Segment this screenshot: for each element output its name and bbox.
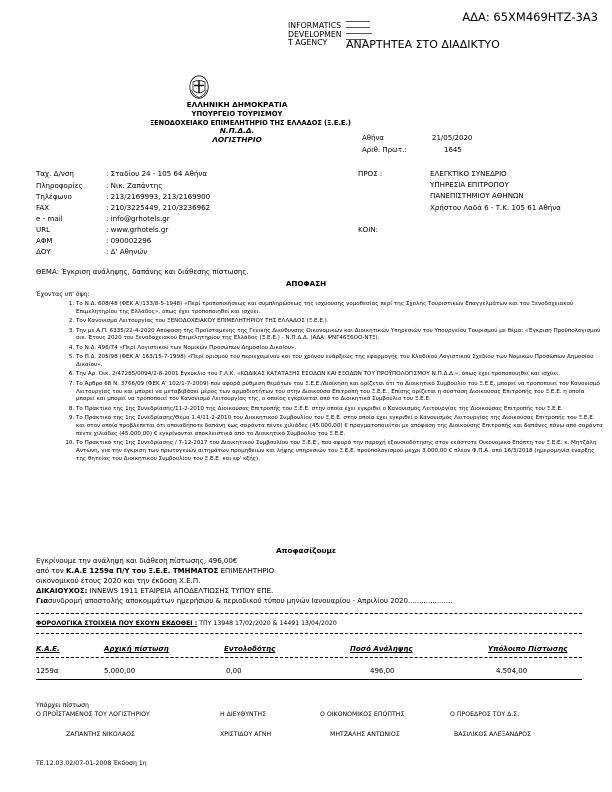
table-cell: 5.000,00 [104, 667, 136, 675]
recipient-line: ΕΛΕΓΚΤΙΚΟ ΣΥΝΕΔΡΙΟ [430, 169, 507, 178]
issuer-block [150, 100, 351, 145]
consideration-item: 5. Το Π.Δ. 205/98 (ΦΕΚ Α' 163/15-7-1998) «Περί ορισμού του περιεχομένου και του χρόνου ενάρξεως της εφαρμογής του Κλαδικού Λογιστικού Σχεδίου των Νομικών Προσώπων Δημοσίου Δικαίου». [76, 354, 604, 370]
contact-value: : Νικ. Ζαπάντης [106, 181, 163, 190]
consideration-item: 2. Τον Κανονισμό Λειτουργίας του ΞΕΝΟΔΟΧΕΙΑΚΟΥ ΕΠΙΜΕΛΗΤΗΡΙΟΥ ΤΗΣ ΕΛΛΑΔΟΣ (Ξ.Ε.Ε.). [76, 318, 604, 326]
recipient-line: ΠΑΝΕΠΙΣΤΗΜΙΟΥ ΑΘΗΝΩΝ [430, 191, 524, 200]
consideration-item: 6. Την Αρ. Οικ. 2/47285/0094/2-8-2001 Εγκύκλιο του Γ.Λ.Κ. «ΚΩΔΙΚΑΣ ΚΑΤΑΤΑΞΗΣ ΕΣΟΔΩΝ ΚΑΙ ΕΞΟΔΩΝ ΤΟΥ ΠΡΟΫΠΟΛΟΓΙΣΜΟΥ Ν.Π.Δ.Δ.», όπως έχει τροποποιηθεί και ισχύει. [76, 371, 604, 379]
subject-line: ΘΕΜΑ: Έγκριση ανάληψης, δαπάνης και διάθεσης πίστωσης. [36, 268, 249, 276]
purpose-label: Για [36, 597, 48, 605]
signatory-name: ΒΑΣΙΛΙΚΟΣ ΑΛΕΞΑΝΔΡΟΣ [454, 731, 531, 738]
decision-title: ΑΠΟΦΑΣΗ [285, 279, 327, 288]
tax-docs-line [36, 620, 337, 627]
issuer-department: ΛΟΓΙΣΤΗΡΙΟ [212, 135, 262, 145]
creditor-name: INNEWS 1911 ΕΤΑΙΡΕΙΑ ΑΠΟΔΕΛΤΙΩΣΗΣ ΤΥΠΟΥ ΕΠΕ. [89, 587, 274, 595]
funding-source: από τον Κ.Α.Ε 1259α Π/Υ του Ξ.Ε.Ε. ΤΜΗΜΑΤΟΣ ΕΠΙΜΕΛΗΤΗΡΙΟ [36, 567, 275, 575]
tax-docs-label: ΦΟΡΟΛΟΓΙΚΑ ΣΤΟΙΧΕΙΑ ΠΟΥ ΕΧΟΥΝ ΕΚΔΟΘΕΙ : [36, 620, 198, 627]
posted-online-label: ΑΝΑΡΤΗΤΕΑ ΣΤΟ ΔΙΑΔΙΚΤΥΟ [346, 38, 500, 51]
contact-label: ΑΦΜ [36, 236, 53, 245]
table-header: Κ.Α.Ε. [36, 645, 60, 653]
contact-label: ΔΟΥ [36, 247, 51, 256]
fiscal-year-text: οικονομικού έτους 2020 και την έκδοση Χ.Ε.Π. [36, 577, 201, 585]
separator-dashed [36, 633, 582, 634]
creditor-label: ΔΙΚΑΙΟΥΧΟΣ: [36, 587, 88, 595]
recipient-to-label: ΠΡΟΣ : [358, 169, 383, 178]
approval-text: Εγκρίνουμε την ανάληψη και διάθεση πίστωσης, 496,00€ [36, 557, 238, 565]
signatory-role: Ο ΠΡΟΪΣΤΑΜΕΝΟΣ ΤΟΥ ΛΟΓΙΣΤΗΡΙΟΥ [36, 711, 150, 718]
contact-label: Ταχ. Δ/νση [36, 169, 74, 178]
consideration-item: 8. Το Πρακτικό της 1ης Συνεδρίασης/11-2-2010 της Διοικούσας Επιτροπής του Ξ.Ε.Ε. στην οποία έχει εγκριθεί ο Κανονισμός Λειτουργίας της Διοικούσας Επιτροπής του Ξ.Ε.Ε. [76, 406, 604, 414]
table-header: Ποσό Ανάληψης [350, 645, 413, 653]
kae-reference: Κ.Α.Ε 1259α Π/Υ του Ξ.Ε.Ε. ΤΜΗΜΑΤΟΣ [65, 567, 219, 575]
form-code: ΤΕ.12.03.02/07-01-2008 Έκδοση 1η [36, 760, 147, 767]
considerations-list [54, 301, 604, 465]
tax-docs-value: ΤΠΥ 13948 17/02/2020 & 14491 13/04/2020 [199, 620, 337, 627]
contact-value: : info@grhotels.gr [106, 214, 170, 223]
consideration-item: 3. Την με Α.Π. 6335/22-4-2020 Απόφαση της Προϊσταμένης της Γενικής Διεύθυνσης Οικονομικών και Διοικητικών Υπηρεσιών του Υπουργείου Τουρισμού με θέμα: «Έγκριση Προϋπολογισμού οικ. Έτους 2020 του Ξενοδοχειακού Επιμελητηρίου της Ελλάδος (Ξ.Ε.Ε.) - Ν.Π.Δ.Δ. (ΑΔΑ: ΨΝΓ46Ξ6ΟΟ-ΝΤΞ). [76, 328, 604, 344]
separator-dashed [36, 657, 582, 658]
greek-coat-of-arms-emblem [189, 75, 209, 103]
creditor-line [36, 587, 273, 595]
signatory-name: ΧΡΙΣΤΙΔΟΥ ΑΓΝΗ [220, 731, 272, 738]
decides-title: Αποφασίζουμε [275, 546, 337, 555]
document-date: 21/05/2020 [432, 134, 473, 142]
consideration-item: 4. Το Ν.Δ. 496/74 «Περί Λογιστικού των Νομικών Προσώπων Δημοσίου Δικαίου». [76, 345, 604, 353]
contact-label: Πληροφορίες [36, 181, 83, 190]
table-header: Αρχική πίστωση [104, 645, 169, 653]
recipient-line: ΥΠΗΡΕΣΙΑ ΕΠΙΤΡΟΠΟΥ [430, 180, 509, 189]
signatory-role: Ο ΠΡΟΕΔΡΟΣ ΤΟΥ Δ.Σ. [450, 711, 520, 718]
consideration-item: 7. Το Άρθρο 68 Ν. 3766/09 (ΦΕΚ Α' 102/1-7-2009) που αφορά ρύθμιση θεμάτων του Ξ.Ε.Ε./Διοίκηση και ορίζεται ότι το Διοικητικό Συμβούλιο του Ξ.Ε.Ε. μπορεί να τροποποιεί τον Κανονισμό Λειτουργίας του και μπορεί να μεταβιβάσει μέρος των αρμοδιοτήτων του στην Διοικούσα Επιτροπή του Ξ.Ε.Ε.. Επίσης ορίζεται η σύσταση Διοικούσας Επιτροπής του Ξ.Ε.Ε. η οποία μπορεί και μπορεί να τροποποιεί τον Κανονισμό Λειτουργίας της, ο οποίος εγκρίνεται από το Διοικητικό Συμβούλιο του Ξ.Ε.Ε. [76, 381, 604, 404]
cc-label: ΚΟΙΝ: [358, 225, 379, 234]
considering-label: Έχοντας υπ' όψη: [36, 291, 90, 298]
recipient-line: Χρήστου Λαδά 6 - Τ.Κ. 105 61 Αθήνα [430, 203, 561, 212]
separator-line [36, 679, 582, 680]
ada-code: ΑΔΑ: 65ΧΜ469ΗΤΖ-3Α3 [462, 10, 598, 24]
consideration-item: 10. Το Πρακτικό της 1ης Συνεδρίασης / 7-12-2017 του Διοικητικού Συμβουλίου του Ξ.Ε.Ε., που αφορά την παροχή εξουσιοδότησης στον εκάστοτε Οικονομικό Επόπτη του Ξ.Ε.Ε. κ. Μητζάλη Αντώνη, για την έγκριση των πρωτογενών αιτημάτων προμηθειών και λήψης υπηρεσιών του Ξ.Ε.Ε. προϋπολογισμού μέχρι 3.000,00 € πλέον Φ.Π.Α. από 16/3/2018 (ημερομηνία έναρξης της θητείας του Διοικητικού Συμβουλίου του Ξ.Ε.Ε. και εφ' εξής). [76, 440, 604, 463]
contact-label: URL [36, 225, 51, 234]
consideration-item: 1. Το Ν.Δ. 608/48 (ΦΕΚ Α'/133/8-5-1948) «Περί τροποποιήσεως και συμπληρώσεως της ισχύουσης νομοθεσίας περί της Σχολής Τουριστικών Επαγγελμάτων και του Ξενοδοχειακού Επιμελητηρίου της Ελλάδος», όπως έχει τροποποιηθεί και ισχύει. [76, 301, 604, 317]
contact-value: : www.grhotels.gr [106, 225, 169, 234]
purpose-text: συνδρομή αποστολής αποκομμάτων ημερήσιου & περιοδικού τύπου μηνών Ιανουαρίου - Απριλίου 2020.................... [48, 597, 453, 605]
issuer-chamber: ΞΕΝΟΔΟΧΕΙΑΚΟ ΕΠΙΜΕΛΗΤΗΡΙΟ ΤΗΣ ΕΛΛΑΔΟΣ (Ξ.Ε.Ε.) [150, 118, 351, 127]
signatory-name: ΜΗΤΖΑΛΗΣ ΑΝΤΩΝΙΟΣ [330, 731, 400, 738]
signatory-role: Ο ΟΙΚΟΝΟΜΙΚΟΣ ΕΠΟΠΤΗΣ [320, 711, 405, 718]
issuer-unit: Ν.Π.Δ.Δ. [219, 126, 255, 136]
issuer-country: ΕΛΛΗΝΙΚΗ ΔΗΜΟΚΡΑΤΙΑ [186, 100, 288, 109]
separator-dashed [36, 613, 582, 614]
table-cell: 1259α [36, 667, 59, 675]
purpose-line [36, 597, 452, 605]
contact-value: : Σταδίου 24 - 105 64 Αθήνα [106, 169, 208, 178]
contact-value: : 090002296 [106, 236, 152, 245]
contact-label: Τηλέφωνο [36, 192, 72, 201]
consideration-item: 9. Το Πρακτικό της 1ης Συνεδρίασης/Θέμα 1.4/11-2-2010 του Διοικητικού Συμβουλίου του Ξ.Ε.Ε. στην οποία έχει εγκριθεί ο Κανονισμός Λειτουργίας της Διοικούσας Επιτροπής του Ξ.Ε.Ε. και στον οποίο προβλέπεται ότι οποιαδήποτε δαπάνη έως σαράντα πέντε χιλιάδες (45.000,00) € πραγματοποιείται με απόφαση της Διοικούσης Επιτροπής και δαπάνες πάνω από σαράντα πέντε χιλιάδες (45.000,00) € εγκρίνονται αποκλειστικά από το Διοικητικό Συμβούλιο του Ξ.Ε.Ε. [76, 415, 604, 438]
table-header: Εντολοδότης [224, 645, 276, 653]
contact-label: e - mail [36, 214, 63, 223]
signatory-name: ΖΑΠΑΝΤΗΣ ΝΙΚΟΛΑΟΣ [66, 731, 135, 738]
place-label: Αθήνα [362, 134, 385, 142]
table-cell: 0,00 [226, 667, 242, 675]
protocol-number: 1645 [444, 146, 462, 154]
agency-label: INFORMATICS DEVELOPMEN T AGENCY [288, 21, 342, 48]
signatory-role: Η ΔΙΕΥΘΥΝΤΗΣ [220, 711, 266, 718]
table-cell: 496,00 [370, 667, 395, 675]
contact-value: : 210/3225449, 210/3236962 [106, 203, 211, 212]
credit-available-label: Υπάρχει πίστωση [36, 702, 89, 709]
contact-value: : Δ' Αθηνών [106, 247, 148, 256]
table-cell: 4.504,00 [496, 667, 528, 675]
contact-label: FAX [36, 203, 50, 212]
protocol-label: Αριθ. Πρωτ.: [362, 146, 407, 154]
table-header: Υπόλοιπο Πίστωσης [488, 645, 568, 653]
contact-value: : 213/2169993, 213/2169900 [106, 192, 211, 201]
issuer-ministry: ΥΠΟΥΡΓΕΙΟ ΤΟΥΡΙΣΜΟΥ [191, 109, 283, 118]
